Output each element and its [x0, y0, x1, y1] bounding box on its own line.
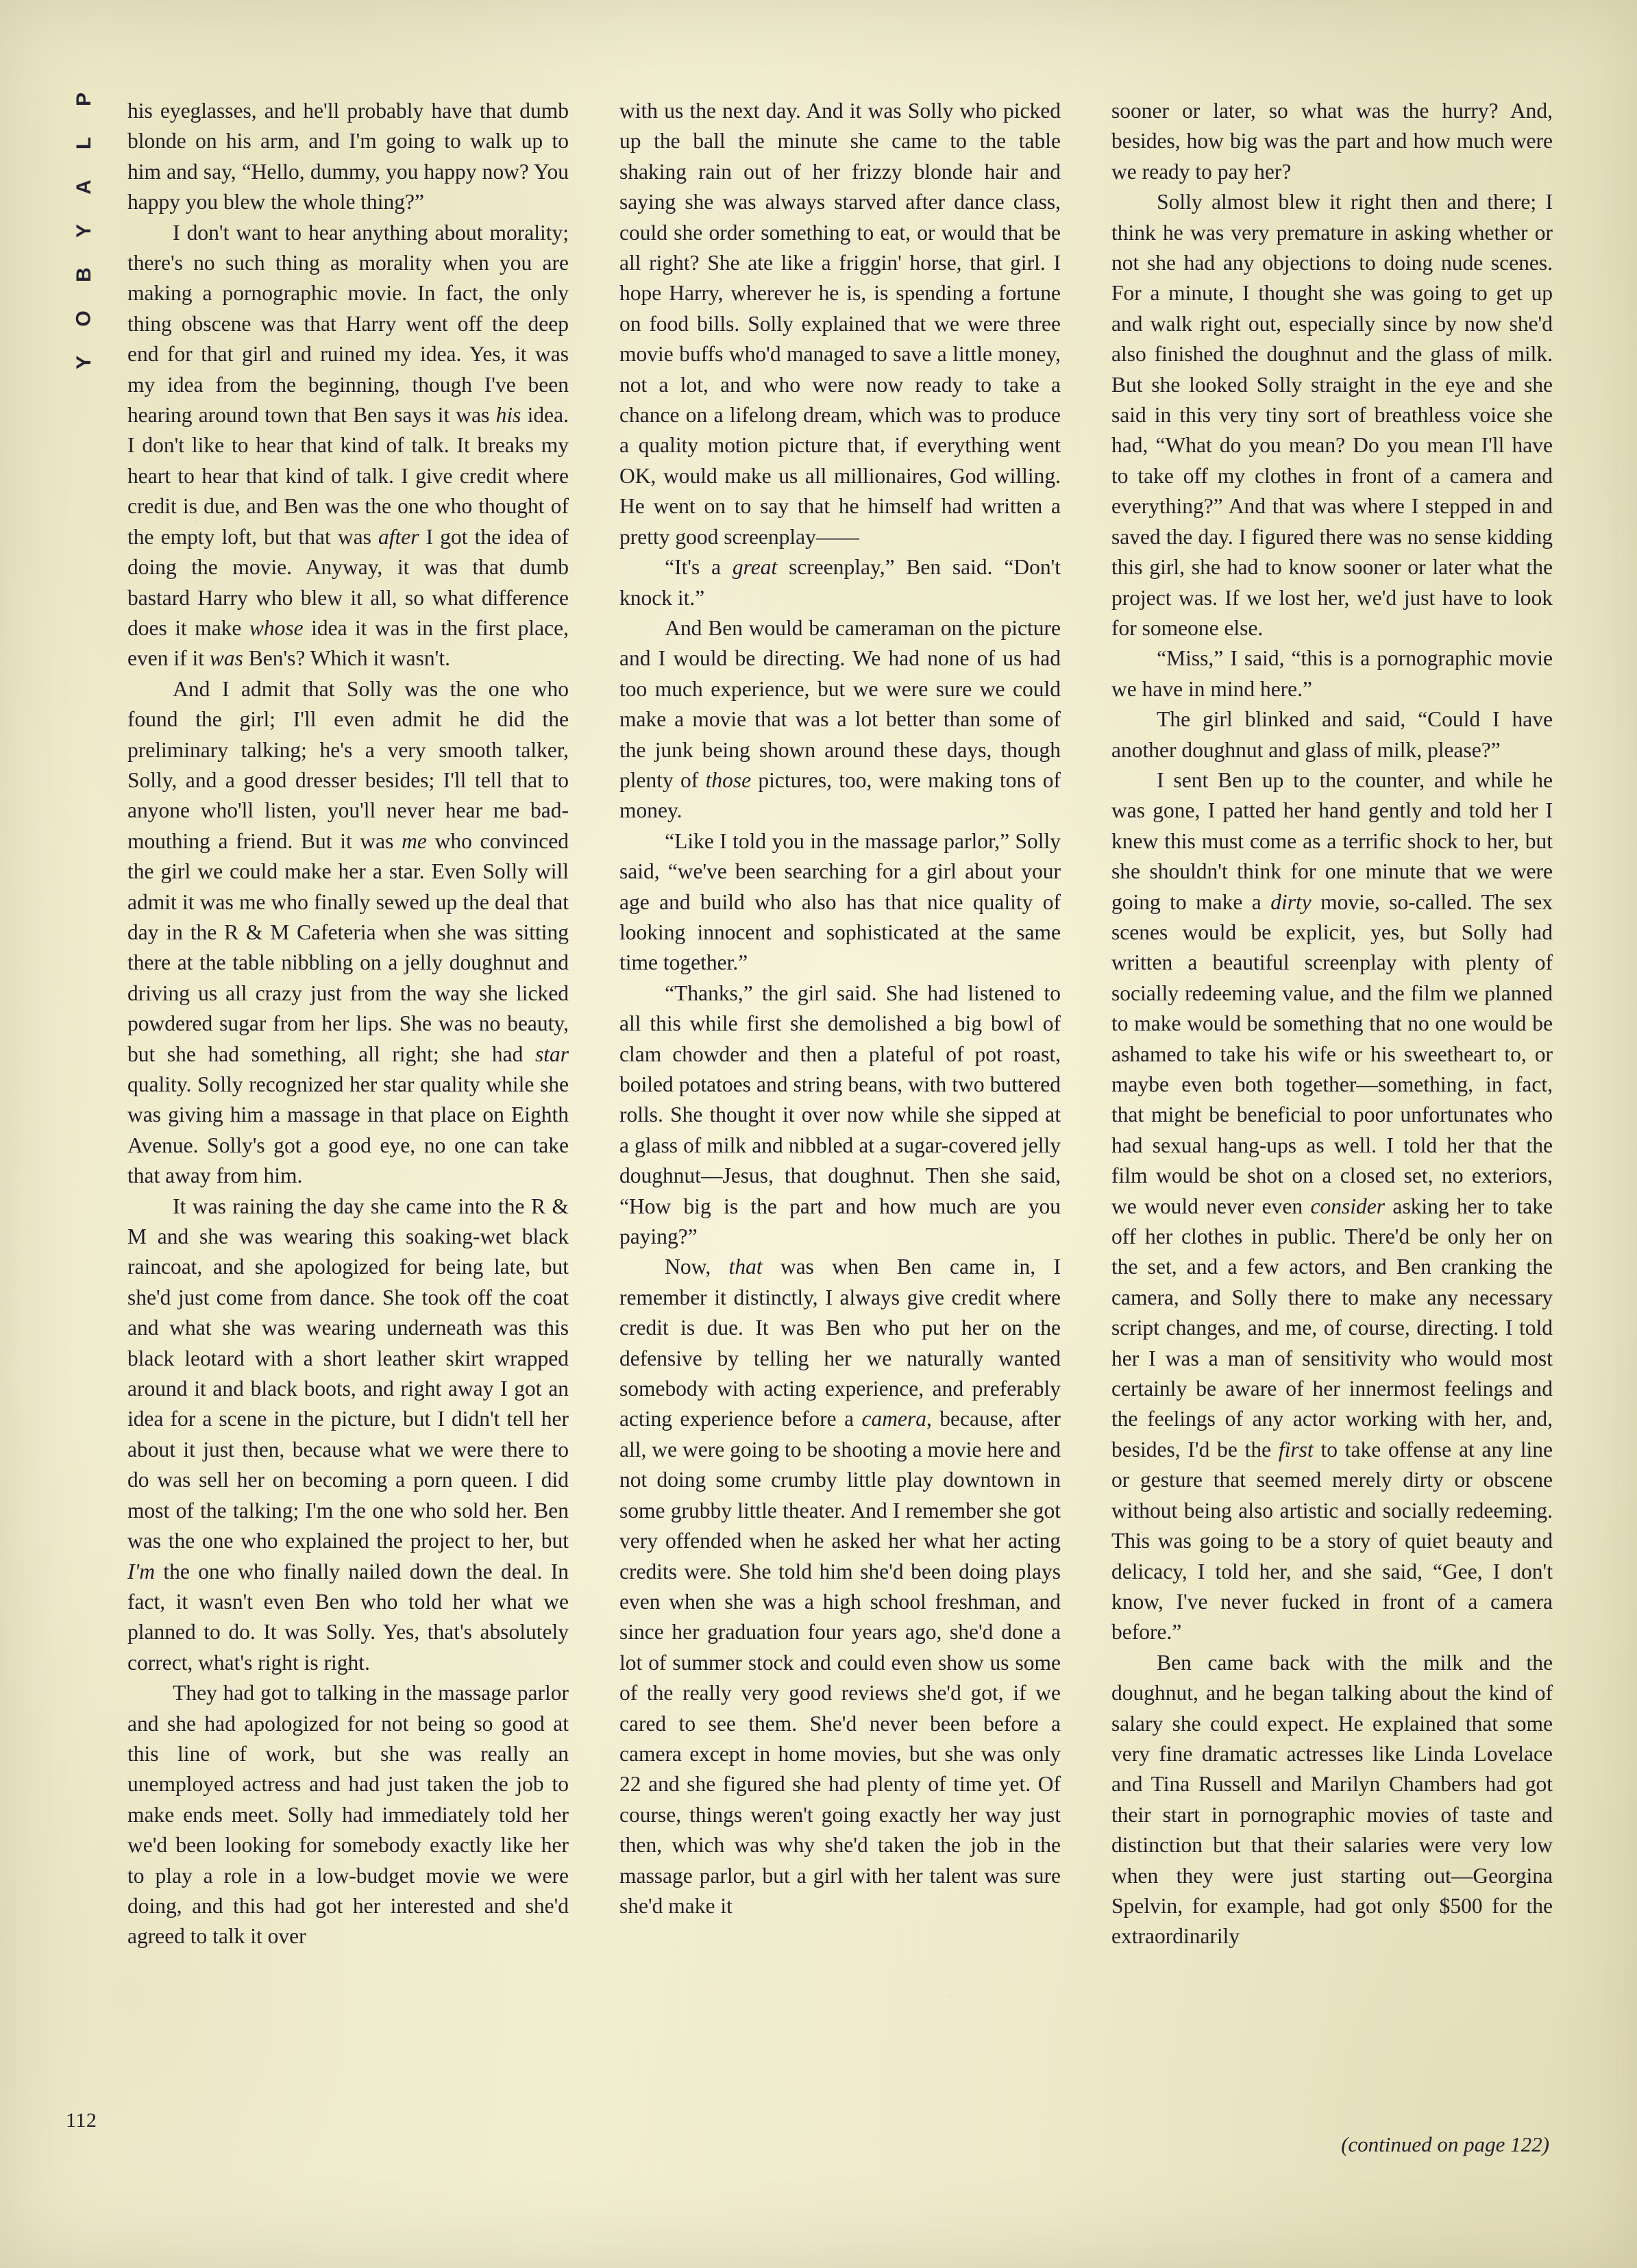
- emphasis-text: consider: [1310, 1194, 1385, 1218]
- body-text: “Miss,” I said, “this is a pornographic movie we have in mind here.”: [1111, 646, 1553, 701]
- body-text: his eyeglasses, and he'll probably have that dumb blonde on his arm, and I'm going to walk up to him and say, “Hello, dummy, you happy now? You happy you blew the whole thing?”: [127, 99, 569, 214]
- emphasis-text: after: [378, 524, 419, 549]
- paragraph: [127, 1678, 569, 1952]
- body-text: Solly almost blew it right then and there; I think he was very premature in asking whether or not she had any objections to doing nude scenes. For a minute, I thought she was going to get up and walk right out, especially since by now she'd also finished the doughnut and the glass of milk. But she looked Solly straight in the eye and she said in this very tiny sort of breathless voice she had, “What do you mean? Do you mean I'll have to take off my clothes in front of a camera and everything?” And that was where I stepped in and saved the day. I figured there was no sense kidding this girl, she had to know sooner or later what the project was. If we lost her, we'd just have to look for someone else.: [1111, 190, 1553, 640]
- body-text: quality. Solly recognized her star quality while she was giving him a massage in that place on Eighth Avenue. Solly's got a good eye, no one can take that away from him.: [127, 1072, 569, 1188]
- playboy-vertical-masthead: [66, 89, 103, 373]
- masthead-letter-7: Y: [72, 355, 95, 370]
- page-number-folio: 112: [66, 2109, 97, 2132]
- body-text: who convinced the girl we could make her a star. Even Solly will admit it was me who finally sewed up the deal that day in the R & M Cafeteria when she was sitting there at the table nibbling on a jelly doughnut and driving us all crazy just from the way she licked powdered sugar from her lips. She was no beauty, but she had something, all right; she had: [127, 828, 569, 1066]
- body-text: “Like I told you in the massage parlor,” Solly said, “we've been searching for a girl about your age and build who also has that nice quality of looking innocent and sophisticated at the same time together.”: [619, 828, 1061, 975]
- body-text: The girl blinked and said, “Could I have another doughnut and glass of milk, please?”: [1111, 707, 1553, 762]
- paragraph: [619, 613, 1061, 826]
- body-text: I don't want to hear anything about morality; there's no such thing as morality when you are making a pornographic movie. In fact, the only thing obscene was that Harry went off the deep end for that girl and ruined my idea. Yes, it was my idea from the beginning, though I've been hearing around town that Ben says it was: [127, 220, 569, 428]
- article-body-columns: [127, 96, 1553, 2158]
- paragraph: [619, 96, 1061, 552]
- body-text: to take offense at any line or gesture that seemed merely dirty or obscene without being also artistic and socially redeeming. This was going to be a story of quiet beauty and delicacy, I told her, and she said, “Gee, I don't know, I've never fucked in front of a camera before.”: [1111, 1437, 1553, 1644]
- body-text: I got the idea of doing the movie. Anyway, it was that dumb bastard Harry who blew it all, so what difference does it make: [127, 524, 569, 640]
- emphasis-text: those: [705, 767, 752, 792]
- paragraph: [1111, 643, 1553, 704]
- masthead-letter-2: L: [72, 136, 95, 150]
- masthead-letter-4: Y: [72, 223, 95, 238]
- paragraph: [619, 552, 1061, 613]
- paragraph: [127, 96, 569, 218]
- body-text: , because, after all, we were going to be shooting a movie here and not doing some crumby little play downtown in some grubby little theater. And I remember she got very offended when he asked her what her acting credits were. She told him she'd been doing plays even when she was a high school freshman, and since her graduation four years ago, she'd done a lot of summer stock and could even show us some of the really very good reviews she'd got, if we cared to see them. She'd never been before a camera except in home movies, but she was only 22 and she figured she had plenty of time yet. Of course, things weren't going exactly her way just then, which was why she'd taken the job in the massage parlor, but a girl with her talent was sure she'd make it: [619, 1407, 1061, 1918]
- masthead-letter-1: P: [72, 92, 95, 107]
- paragraph: [619, 1252, 1061, 1921]
- paragraph: [127, 1192, 569, 1679]
- emphasis-text: first: [1278, 1437, 1314, 1462]
- emphasis-text: that: [728, 1255, 763, 1279]
- body-text: And I admit that Solly was the one who found the girl; I'll even admit he did the preliminary talking; he's a very smooth talker, Solly, and a good dresser besides; I'll tell that to anyone who'll listen, you'll never hear me bad-mouthing a friend. But it was: [127, 676, 569, 853]
- body-text: Now,: [665, 1255, 729, 1279]
- body-text: screenplay,” Ben said. “Don't knock it.”: [619, 555, 1061, 610]
- body-text: the one who finally nailed down the deal. In fact, it wasn't even Ben who told her what we planned to do. It was Solly. Yes, that's absolutely correct, what's right is right.: [127, 1559, 569, 1675]
- column-2: [619, 96, 1061, 2158]
- paragraph: [127, 218, 569, 674]
- body-text: was when Ben came in, I remember it distinctly, I always give credit where credit is due. It was Ben who put her on the defensive by telling her we naturally wanted somebody with acting experience, and preferably acting experience before a: [619, 1255, 1061, 1431]
- paragraph: [1111, 96, 1553, 187]
- body-text: They had got to talking in the massage parlor and she had apologized for not being so good at this line of work, but she was really an unemployed actress and had just taken the job to make ends meet. Solly had immediately told her we'd been looking for somebody exactly like her to play a role in a low-budget movie we were doing, and this had got her interested and she'd agreed to talk it over: [127, 1681, 569, 1949]
- body-text: pictures, too, were making tons of money.: [619, 767, 1061, 823]
- emphasis-text: me: [402, 828, 427, 853]
- body-text: Ben came back with the milk and the doughnut, and he began talking about the kind of salary she could expect. He explained that some very fine dramatic actresses like Linda Lovelace and Tina Russell and Marilyn Chambers had got their start in pornographic movies of taste and distinction but that their salaries were very low when they were just starting out—Georgina Spelvin, for example, had got only $500 for the extraordinarily: [1111, 1650, 1553, 1949]
- column-3: [1111, 96, 1553, 2158]
- body-text: asking her to take off her clothes in public. There'd be only her on the set, and a few actors, and Ben cranking the camera, and Solly there to make any necessary script changes, and me, of course, directing. I told her I was a man of sensitivity who would most certainly be aware of her innermost feelings and the feelings of any actor working with her, and, besides, I'd be the: [1111, 1194, 1553, 1462]
- body-text: idea it was in the first place, even if it: [127, 615, 569, 671]
- emphasis-text: dirty: [1270, 889, 1312, 914]
- paragraph: [619, 826, 1061, 978]
- emphasis-text: star: [534, 1041, 569, 1066]
- body-text: with us the next day. And it was Solly who picked up the ball the minute she came to the table shaking rain out of her frizzy blonde hair and saying she was always starved after dance class, could she order something to eat, or would that be all right? She ate like a friggin' horse, that girl. I hope Harry, wherever he is, is spending a fortune on food bills. Solly explained that we were three movie buffs who'd managed to save a little money, not a lot, and who were now ready to take a chance on a lifelong dream, which was to produce a quality motion picture that, if everything went OK, would make us all millionaires, God willing. He went on to say that he himself had written a pretty good screenplay——: [619, 99, 1061, 549]
- emphasis-text: I'm: [127, 1559, 155, 1583]
- body-text: And Ben would be cameraman on the picture and I would be directing. We had none of us had too much experience, but we were sure we could make a movie that was a lot better than some of the junk being shown around these days, though plenty of: [619, 615, 1061, 792]
- emphasis-text: whose: [249, 615, 304, 640]
- masthead-letter-3: A: [72, 180, 95, 195]
- body-text: It was raining the day she came into the R & M and she was wearing this soaking-wet black raincoat, and she apologized for being late, but she'd just come from dance. She took off the coat and what she was wearing underneath was this black leotard with a short leather skirt wrapped around it and black boots, and right away I got an idea for a scene in the picture, but I didn't tell her about it just then, because what we were there to do was sell her on becoming a porn queen. I did most of the talking; I'm the one who sold her. Ben was the one who explained the project to her, but: [127, 1194, 569, 1553]
- paragraph: [1111, 704, 1553, 765]
- body-text: “It's a: [665, 555, 733, 580]
- emphasis-text: camera: [861, 1407, 926, 1431]
- masthead-letter-5: B: [72, 267, 95, 282]
- paragraph: [1111, 187, 1553, 643]
- paragraph: [1111, 1648, 1553, 1952]
- paragraph: [127, 674, 569, 1192]
- body-text: Ben's? Which it wasn't.: [243, 646, 450, 671]
- emphasis-text: his: [495, 403, 521, 428]
- emphasis-text: great: [732, 555, 778, 580]
- body-text: idea. I don't like to hear that kind of talk. It breaks my heart to hear that kind of talk. I give credit where credit is due, and Ben was the one who thought of the empty loft, but that was: [127, 403, 569, 549]
- column-1: [127, 96, 569, 2158]
- masthead-letter-6: O: [73, 310, 95, 327]
- paragraph: [619, 978, 1061, 1253]
- body-text: movie, so-called. The sex scenes would be explicit, yes, but Solly had written a beautiful screenplay with plenty of socially redeeming value, and the film we planned to make would be something that no one would be ashamed to take his wife or his sweetheart to, or maybe even both together—something, in fact, that might be beneficial to poor unfortunates who had sexual hang-ups as well. I told her that the film would be shot on a closed set, no exteriors, we would never even: [1111, 889, 1553, 1218]
- body-text: “Thanks,” the girl said. She had listened to all this while first she demolished a big bowl of clam chowder and then a plateful of pot roast, boiled potatoes and string beans, with two buttered rolls. She thought it over now while she sipped at a glass of milk and nibbled at a sugar-covered jelly doughnut—Jesus, that doughnut. Then she said, “How big is the part and how much are you paying?”: [619, 981, 1061, 1249]
- continued-on-page-note: (continued on page 122): [1341, 2132, 1549, 2156]
- body-text: sooner or later, so what was the hurry? And, besides, how big was the part and how much were we ready to pay her?: [1111, 99, 1553, 184]
- emphasis-text: was: [209, 646, 243, 671]
- paragraph: [1111, 765, 1553, 1648]
- body-text: I sent Ben up to the counter, and while he was gone, I patted her hand gently and told her I knew this must come as a terrific shock to her, but she shouldn't think for one minute that we were going to make a: [1111, 767, 1553, 914]
